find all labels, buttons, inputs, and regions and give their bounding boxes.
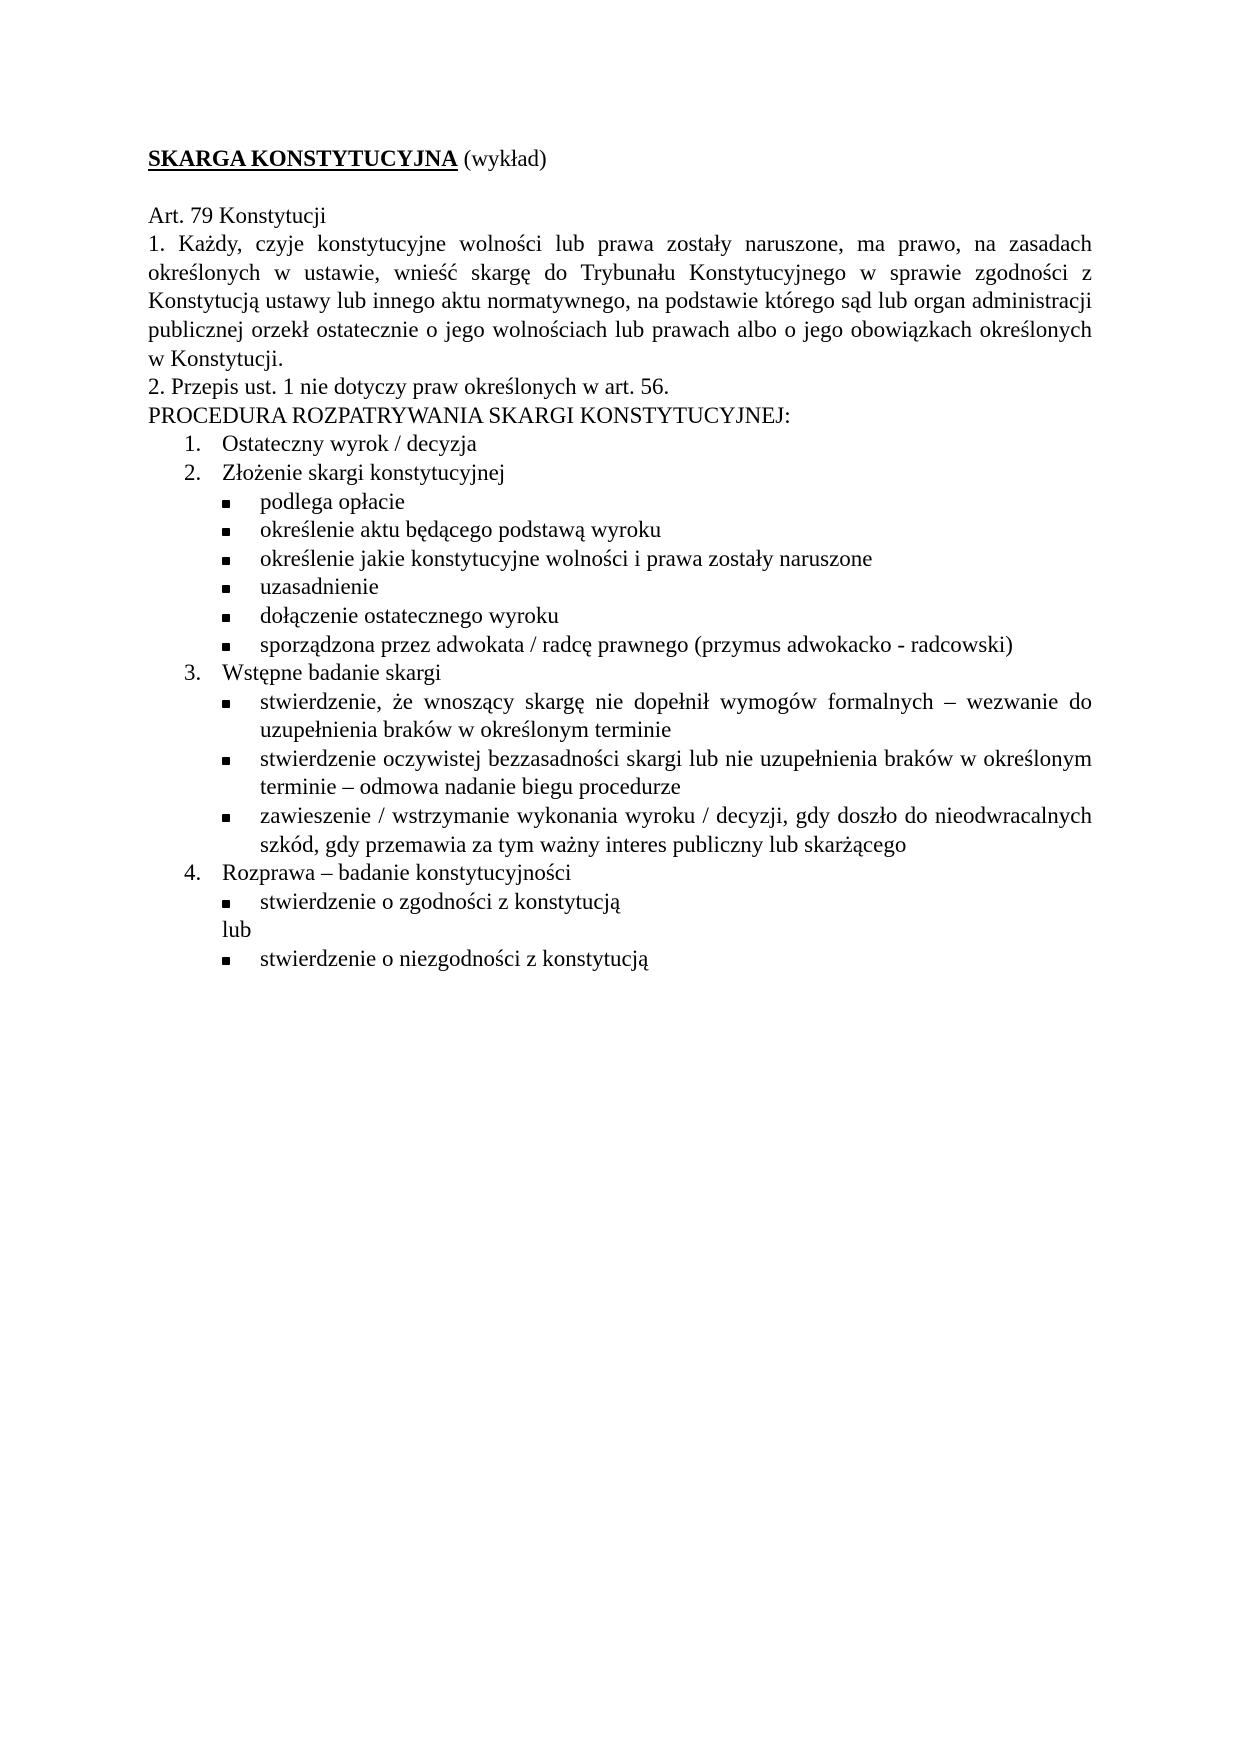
step-3 (148, 659, 1092, 859)
procedure-steps (148, 430, 1092, 973)
step-1 (148, 430, 1092, 459)
bullet-text: stwierdzenie, że wnoszący skargę nie dopełnił wymogów formalnych – wezwanie do uzupełnienia braków w określonym terminie (260, 688, 1092, 743)
bullet-text: podlega opłacie (260, 488, 405, 514)
bullet-icon (222, 557, 230, 565)
bullet-item (222, 945, 1092, 974)
bullet-icon (222, 528, 230, 536)
bullet-icon (222, 700, 230, 708)
bullet-item (222, 802, 1092, 859)
article-heading: Art. 79 Konstytucji (148, 202, 327, 228)
step-4-bullets-b (222, 945, 1092, 974)
bullet-icon (222, 957, 230, 965)
bullet-icon (222, 500, 230, 508)
step-number: 4. (184, 860, 202, 886)
step-2 (148, 459, 1092, 659)
bullet-item (222, 631, 1092, 660)
bullet-item (222, 888, 1092, 917)
bullet-icon (222, 757, 230, 765)
step-number: 2. (184, 459, 202, 485)
step-label: Wstępne badanie skargi (222, 660, 442, 686)
bullet-icon (222, 585, 230, 593)
bullet-item (222, 745, 1092, 802)
bullet-text: zawieszenie / wstrzymanie wykonania wyroku / decyzji, gdy doszło do nieodwracalnych szkód, gdy przemawia za tym ważny interes publiczny lub skarżącego (260, 803, 1092, 857)
step-number: 1. (184, 431, 202, 457)
bullet-text: dołączenie ostatecznego wyroku (260, 602, 559, 628)
bullet-text: uzasadnienie (260, 574, 379, 600)
bullet-text: stwierdzenie o zgodności z konstytucją (260, 888, 621, 914)
bullet-item (222, 602, 1092, 631)
title-suffix: (wykład) (457, 146, 547, 171)
article-paragraph-1: 1. Każdy, czyje konstytucyjne wolności lub prawa zostały naruszone, ma prawo, na zasadach określonych w ustawie, wnieść skargę do Trybunału Konstytucyjnego w sprawie zgodności z Konstytucją ustawy lub innego aktu normatywnego, na podstawie którego sąd lub organ administracji publicznej orzekł ostatecznie o jego wolnościach lub prawach albo o jego obowiązkach określonych w Konstytucji. (148, 231, 1092, 371)
title-line (148, 145, 1092, 174)
step-number: 3. (184, 660, 202, 686)
bullet-icon (222, 814, 230, 822)
step-label: Ostateczny wyrok / decyzja (222, 431, 477, 457)
bullet-item (222, 488, 1092, 517)
bullet-text: stwierdzenie o niezgodności z konstytucją (260, 946, 649, 972)
bullet-item (222, 688, 1092, 745)
bullet-icon (222, 900, 230, 908)
bullet-icon (222, 614, 230, 622)
document-title: SKARGA KONSTYTUCYJNA (148, 146, 458, 171)
bullet-text: sporządzona przez adwokata / radcę prawnego (przymus adwokacko - radcowski) (260, 631, 1013, 657)
connector-text: lub (222, 917, 252, 943)
bullet-icon (222, 643, 230, 651)
step-label: Rozprawa – badanie konstytucyjności (222, 860, 572, 886)
procedure-heading: PROCEDURA ROZPATRYWANIA SKARGI KONSTYTUCYJNEJ: (148, 402, 791, 428)
article-paragraph-2: 2. Przepis ust. 1 nie dotyczy praw określonych w art. 56. (148, 374, 670, 400)
step-2-bullets (222, 488, 1092, 660)
bullet-item (222, 573, 1092, 602)
bullet-text: stwierdzenie oczywistej bezzasadności skargi lub nie uzupełnienia braków w określonym terminie – odmowa nadanie biegu procedurze (260, 745, 1092, 800)
step-4 (148, 859, 1092, 973)
bullet-item (222, 516, 1092, 545)
step-4-bullets-a (222, 888, 1092, 917)
step-3-bullets (222, 688, 1092, 860)
step-label: Złożenie skargi konstytucyjnej (222, 459, 506, 485)
document-body (148, 145, 1092, 974)
bullet-text: określenie aktu będącego podstawą wyroku (260, 517, 662, 543)
bullet-item (222, 545, 1092, 574)
bullet-text: określenie jakie konstytucyjne wolności i prawa zostały naruszone (260, 545, 873, 571)
